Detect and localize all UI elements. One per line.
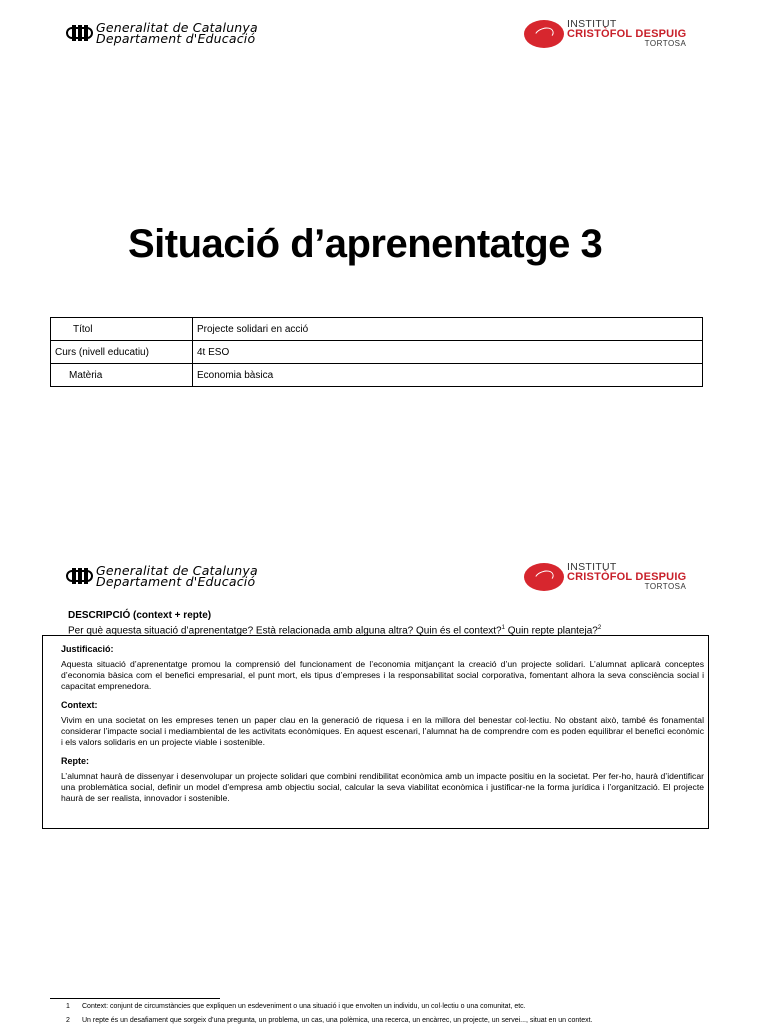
table-label: Títol bbox=[51, 318, 193, 341]
footnote-ref-2[interactable]: 2 bbox=[597, 625, 602, 631]
institut-line2a: CRISTÒFOL bbox=[567, 571, 633, 583]
context-label: Context: bbox=[61, 700, 98, 710]
institut-line2a: CRISTÒFOL bbox=[567, 28, 633, 40]
repte-label: Repte: bbox=[61, 756, 90, 766]
justificacio-text: Aquesta situació d’aprenentatge promou la comprensió del funcionament de l’economia mitjançant la creació d’un projecte solidari. L’alumnat aplicarà conceptes d’economia bàsica com el benefici empresarial, el punt mort, els tipus d’empreses i la responsabilitat social corporativa, fomentant alhora la seva consciència social i capacitat emprenedora. bbox=[61, 659, 704, 691]
description-header bbox=[68, 610, 601, 637]
footnote-number: 1 bbox=[66, 1003, 70, 1010]
gencat-line2: Departament d'Educació bbox=[96, 31, 256, 46]
footnote-text: Context: conjunt de circumstàncies que expliquen un esdeveniment o una situació i que envolten un individu, un col·lectiu o una comunitat, etc. bbox=[82, 1003, 526, 1010]
footnote-divider bbox=[50, 998, 220, 999]
question-text: Per què aquesta situació d’aprenentatge? Està relacionada amb alguna altra? Quin és el context? bbox=[68, 625, 502, 637]
page-title: Situació d’aprenentatge 3 bbox=[128, 222, 603, 266]
footnote-ref-1[interactable]: 1 bbox=[501, 625, 505, 631]
institut-line3: TORTOSA bbox=[644, 39, 687, 48]
institut-line3: TORTOSA bbox=[644, 582, 687, 591]
gencat-logo bbox=[66, 22, 258, 44]
footnote-1 bbox=[66, 1002, 726, 1011]
institut-emblem-icon bbox=[524, 563, 564, 591]
table-label: Curs (nivell educatiu) bbox=[51, 341, 193, 364]
info-table bbox=[50, 317, 703, 387]
gencat-line2: Departament d'Educació bbox=[96, 574, 256, 589]
gencat-emblem-icon bbox=[66, 568, 94, 584]
description-box bbox=[42, 635, 709, 829]
table-label: Matèria bbox=[51, 364, 193, 387]
footnote-number: 2 bbox=[66, 1017, 70, 1024]
footnote-text: Un repte és un desafiament que sorgeix d’una pregunta, un problema, un cas, una polèmica, una recerca, un encàrrec, un projecte, un servei..., situat en un context. bbox=[82, 1017, 593, 1024]
gencat-line1: Generalitat de Catalunya bbox=[96, 20, 258, 35]
description-heading: DESCRIPCIÓ (context + repte) bbox=[68, 610, 212, 621]
table-value: Projecte solidari en acció bbox=[193, 318, 703, 341]
gencat-emblem-icon bbox=[66, 25, 94, 41]
question-text-2: Quin repte planteja? bbox=[504, 625, 598, 637]
institut-emblem-icon bbox=[524, 20, 564, 48]
table-value: 4t ESO bbox=[193, 341, 703, 364]
institut-line1: INSTITUT bbox=[567, 18, 617, 30]
institut-line2b: DESPUIG bbox=[635, 571, 687, 583]
context-text: Vivim en una societat on les empreses tenen un paper clau en la generació de riquesa i en la millora del benestar col·lectiu. No obstant això, també és fonamental considerar l’impacte social i mediambiental de les activitats econòmiques. En aquest escenari, l’alumnat ha de comprendre com es poden equilibrar el benefici econòmic i els valors solidaris en un projecte viable i sostenible. bbox=[61, 715, 704, 747]
table-value: Economia bàsica bbox=[193, 364, 703, 387]
institut-line2b: DESPUIG bbox=[635, 28, 687, 40]
justificacio-label: Justificació: bbox=[61, 644, 114, 654]
gencat-line1: Generalitat de Catalunya bbox=[96, 563, 258, 578]
gencat-logo-2 bbox=[66, 565, 258, 587]
repte-text: L’alumnat haurà de dissenyar i desenvolupar un projecte solidari que combini rendibilitat econòmica amb un impacte positiu en la societat. Per fer-ho, haurà d’identificar una problemàtica social, definir un model d’empresa amb objectiu social, calcular la seva viabilitat econòmica i justificar-ne la forma jurídica i l’organització. El projecte haurà de ser realista, innovador i sostenible. bbox=[61, 771, 704, 803]
table-row bbox=[51, 318, 703, 341]
institut-logo bbox=[524, 19, 686, 49]
institut-logo-2 bbox=[524, 562, 686, 592]
table-row bbox=[51, 364, 703, 387]
table-row bbox=[51, 341, 703, 364]
institut-line1: INSTITUT bbox=[567, 561, 617, 573]
